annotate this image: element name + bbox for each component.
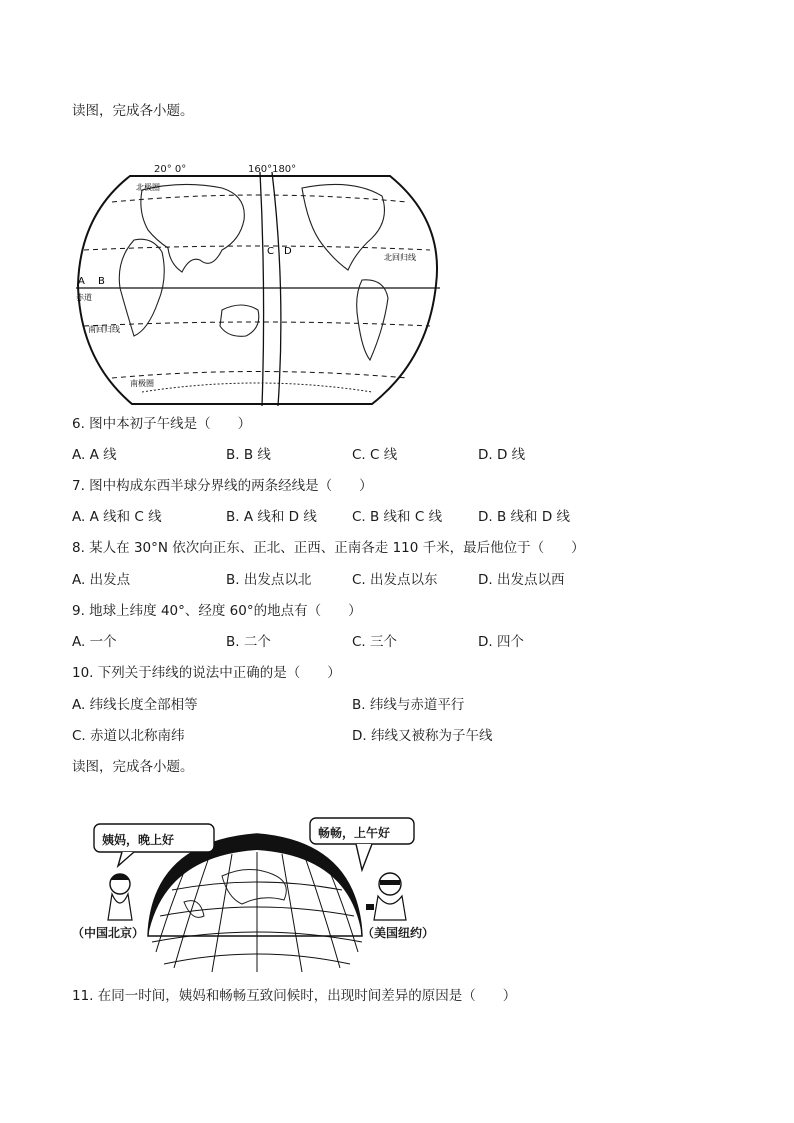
world-map-figure xyxy=(72,160,444,408)
q6-option-d: D. D 线 xyxy=(478,447,526,463)
line-letter-a: A xyxy=(78,276,85,287)
girl-left-figure xyxy=(108,874,132,920)
q11-stem: 11. 在同一时间，姨妈和畅畅互致问候时，出现时间差异的原因是（ ） xyxy=(72,988,517,1004)
map-outline xyxy=(78,176,437,404)
q6-option-b: B. B 线 xyxy=(226,447,271,463)
q9-option-d: D. 四个 xyxy=(478,634,524,650)
world-map-svg xyxy=(72,160,444,408)
q7-option-b: B. A 线和 D 线 xyxy=(226,509,317,525)
q8-option-c: C. 出发点以东 xyxy=(352,572,438,588)
q10-option-a: A. 纬线长度全部相等 xyxy=(72,697,198,713)
q6-option-a: A. A 线 xyxy=(72,447,117,463)
caption-right: （美国纽约） xyxy=(362,926,435,940)
bubble-left-text: 姨妈，晚上好 xyxy=(102,833,175,847)
q6-stem: 6. 图中本初子午线是（ ） xyxy=(72,416,252,432)
q9-option-a: A. 一个 xyxy=(72,634,117,650)
section-intro-2: 读图，完成各小题。 xyxy=(72,759,194,775)
map-top-label-right: 160°180° xyxy=(248,164,297,175)
q10-stem: 10. 下列关于纬线的说法中正确的是（ ） xyxy=(72,665,341,681)
q8-option-a: A. 出发点 xyxy=(72,572,131,588)
q8-stem: 8. 某人在 30°N 依次向正东、正北、正西、正南各走 110 千米，最后他位于（ ） xyxy=(72,540,585,556)
q10-option-c: C. 赤道以北称南纬 xyxy=(72,728,185,744)
q6-option-c: C. C 线 xyxy=(352,447,398,463)
q10-option-b: B. 纬线与赤道平行 xyxy=(352,697,465,713)
caption-left: （中国北京） xyxy=(72,926,145,940)
label-north-polar: 北极圈 xyxy=(136,183,160,192)
section-intro-1: 读图，完成各小题。 xyxy=(72,103,194,119)
q9-option-b: B. 二个 xyxy=(226,634,271,650)
q7-option-c: C. B 线和 C 线 xyxy=(352,509,443,525)
q10-option-d: D. 纬线又被称为子午线 xyxy=(352,728,493,744)
q8-option-b: B. 出发点以北 xyxy=(226,572,312,588)
q7-option-d: D. B 线和 D 线 xyxy=(478,509,571,525)
line-letter-d: D xyxy=(284,246,292,257)
q8-option-d: D. 出发点以西 xyxy=(478,572,565,588)
label-tropic-cancer: 北回归线 xyxy=(384,253,416,262)
label-tropic-capricorn: 南回归线 xyxy=(88,325,120,334)
bubble-right-text: 畅畅，上午好 xyxy=(318,826,391,840)
q7-stem: 7. 图中构成东西半球分界线的两条经线是（ ） xyxy=(72,478,373,494)
q9-stem: 9. 地球上纬度 40°、经度 60°的地点有（ ） xyxy=(72,603,362,619)
time-zone-illustration xyxy=(72,812,452,974)
q9-option-c: C. 三个 xyxy=(352,634,398,650)
q7-option-a: A. A 线和 C 线 xyxy=(72,509,162,525)
line-letter-c: C xyxy=(267,246,274,257)
line-letter-b: B xyxy=(98,276,105,287)
label-equator: 赤道 xyxy=(76,293,92,302)
label-south-polar: 南极圈 xyxy=(130,379,154,388)
girl-right-figure xyxy=(366,873,406,920)
map-top-label-left: 20° 0° xyxy=(154,164,187,175)
